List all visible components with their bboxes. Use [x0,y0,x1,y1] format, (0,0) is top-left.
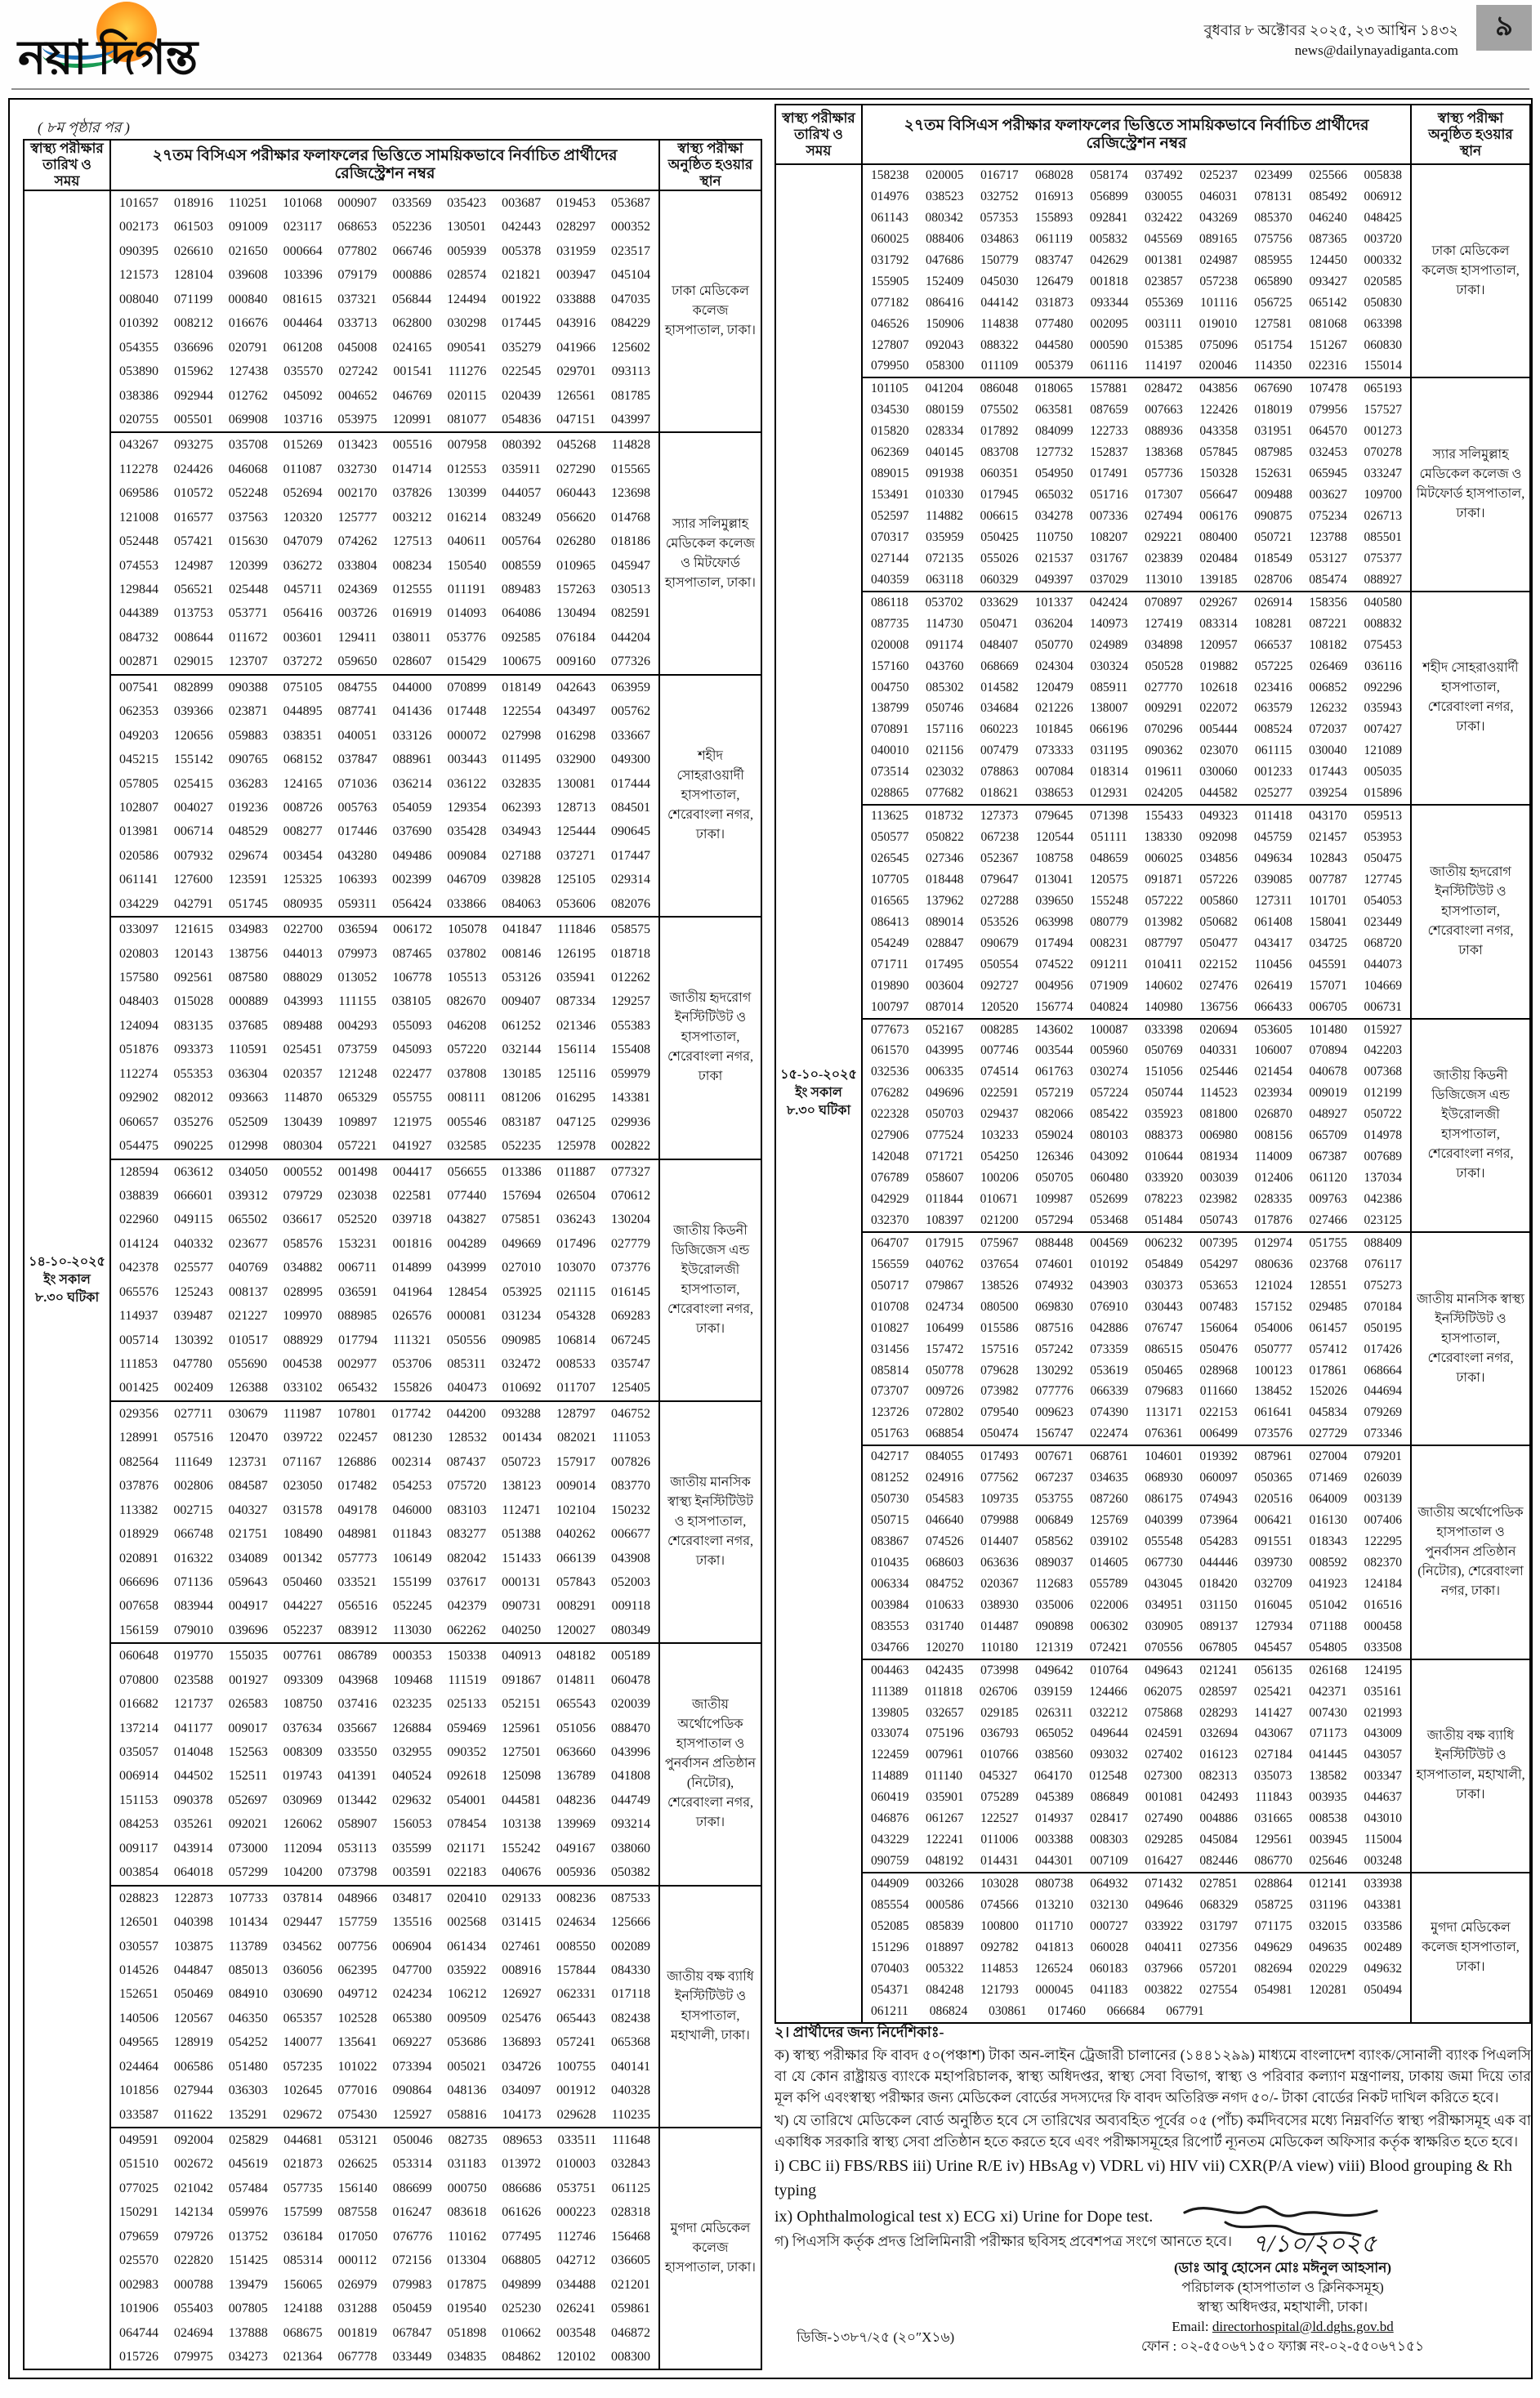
header-date-col: স্বাস্থ্য পরীক্ষার তারিখ ও সময় [25,141,111,190]
registration-row: 121573 128104 039608 103396 079179 000886 028574 021821 003947 045104 [119,268,650,283]
email-label: Email: [1172,2319,1209,2334]
registration-row: 152651 050469 084910 030690 049712 024234 106212 126927 062331 017118 [119,1987,650,2002]
hospital-name: ঢাকা মেডিকেল কলেজ হাসপাতাল, ঢাকা। [1422,243,1520,297]
registration-row: 006914 044502 152511 019743 041391 040524 092618 125098 136789 041808 [119,1769,650,1784]
signature-date: ৭/১০/২০২৫ [1252,2231,1377,2257]
hospital-block [863,804,1529,1017]
hospital-block [863,1872,1529,2022]
exam-date-cell: ১৪-১০-২০২৫ ইং সকাল ৮.৩০ ঘটিকা [25,191,111,2369]
issue-date: বুধবার ৮ অক্টোবর ২০২৫, ২৩ আশ্বিন ১৪৩২ [1203,22,1458,38]
registration-numbers [863,1873,1412,2022]
registration-row: 051876 093373 110591 025451 073759 045093 057220 032144 156114 155408 [119,1043,650,1057]
hospital-name: জাতীয় অর্থোপেডিক হাসপাতাল ও পুনর্বাসন প্রতিষ্ঠান (নিটোর), শেরেবাংলা নগর, ঢাকা। [1417,1505,1524,1598]
registration-row: 052085 085839 100800 011710 000727 033922 031797 071175 032015 033586 [871,1918,1402,1933]
registration-row: 020008 091174 048407 050770 024989 034898 120957 066537 108182 075453 [871,637,1402,652]
registration-row: 101105 041204 086048 018065 157881 028472 043856 067690 107478 065193 [871,382,1402,396]
registration-row: 140506 120567 046350 065357 102528 065380 009509 025476 065443 082438 [119,2011,650,2025]
registration-row: 028865 077682 018621 038653 012931 024205 044582 025277 039254 015896 [871,786,1402,801]
registration-row: 014124 040332 023677 058576 153231 001816 004289 049669 017496 027779 [119,1236,650,1251]
registration-row: 073514 023032 078863 007084 018314 019611 030060 001233 017443 005035 [871,765,1402,779]
registration-row: 062369 040145 083708 127732 152837 138368 057845 087985 032453 070278 [871,445,1402,460]
registration-row: 100797 087014 120520 156774 040824 140980 136756 066433 006705 006731 [871,999,1402,1014]
hospital-name: জাতীয় বক্ষ ব্যাধি ইনস্টিটিউট ও হাসপাতাল, মহাখালী, ঢাকা। [1416,1729,1525,1802]
hospital-block [863,1231,1529,1445]
registration-row: 060419 035901 075289 045389 086849 001081 042493 111843 003935 044637 [871,1790,1402,1805]
registration-row: 090395 026610 021650 000664 077802 066746 005939 005378 031959 023517 [119,243,650,258]
registration-row: 042717 084055 017493 007671 068761 104601 019392 087961 027004 079201 [871,1449,1402,1464]
registration-row: 107705 018448 079647 013041 120575 091871 057226 039085 007787 127745 [871,872,1402,886]
registration-row: 066696 071136 059643 050460 033521 155199 037617 000131 057843 052003 [119,1574,650,1589]
hospital-block [111,916,761,1158]
registration-row: 020891 016322 034089 001342 057773 106149 082042 151433 066139 043908 [119,1551,650,1565]
registration-row: 050715 046640 079988 006849 125769 040399 073964 006421 016130 007406 [871,1513,1402,1528]
hospital-block [111,1400,761,1642]
hospital-name: স্যার সলিমুল্লাহ মেডিকেল কলেজ ও মিটফোর্ড হাসপাতাল, ঢাকা। [1416,448,1525,521]
table-header-row [776,105,1529,165]
registration-row: 061141 127600 123591 125325 106393 002399 046709 039828 125105 029314 [119,873,650,887]
registration-row: 046876 061267 122527 014937 028417 027490 004886 031665 008538 043010 [871,1811,1402,1826]
registration-numbers [111,676,660,916]
registration-row: 034766 120270 110180 121319 072421 070556 067805 045457 054805 033508 [871,1640,1402,1654]
schedule-table-left [23,139,762,2370]
hospital-block [863,591,1529,804]
registration-row: 038839 066601 039312 079729 023038 022581 077440 157694 026504 070612 [119,1188,650,1203]
registration-numbers [863,165,1412,377]
registration-row: 111389 011818 026706 039159 124466 062075 028597 025421 042371 035161 [871,1684,1402,1699]
registration-row: 101657 018916 110251 101068 000907 033569 035423 003687 019453 053687 [119,196,650,210]
registration-row: 048403 015028 000889 043993 111155 038105 082670 009407 087334 129257 [119,994,650,1009]
registration-row: 111853 047780 055690 004538 002977 053706 085311 032472 008533 035747 [119,1357,650,1371]
registration-row: 040359 063118 060329 049397 037029 113010 139185 028706 085474 088927 [871,572,1402,587]
table-body [25,191,761,2369]
registration-row: 156559 040762 037654 074601 010192 054849 054297 080636 023768 076117 [871,1257,1402,1271]
registration-row: 087735 114730 050471 036204 140973 127419 083314 108281 087221 008832 [871,616,1402,631]
registration-row: 005714 130392 010517 088929 017794 111321 050556 090985 106814 067245 [119,1333,650,1347]
registration-row: 101906 055403 007805 124188 031288 050459 019540 025230 026241 059861 [119,2302,650,2316]
hospital-name: শহীদ সোহরাওয়ার্দী হাসপাতাল, শেরেবাংলা নগর, ঢাকা। [1422,661,1519,735]
newspaper-title: নয়া দিগন্ত [18,31,198,84]
registration-row: 054355 036696 020791 061208 045008 024165 090541 035279 041966 125602 [119,340,650,355]
registration-row: 028823 122873 107733 037814 048966 034817 020410 029133 008236 087533 [119,1891,650,1905]
registration-row: 027906 077524 103233 059024 080103 088373 006980 008156 065709 014978 [871,1128,1402,1143]
exam-venue-cell [1412,1873,1529,2022]
registration-row: 070891 157116 060223 101845 066196 070296 005444 008524 072037 007427 [871,722,1402,737]
registration-numbers [863,1660,1412,1872]
registration-row: 079950 058300 011109 005379 061116 114197 020046 114350 022316 155014 [871,359,1402,373]
instruction-item-b: খ) যে তারিখে মেডিকেল বোর্ড অনুষ্ঠিত হবে সে তারিখের অব্যবহিত পূর্বের ০৫ (পাঁচ) কর্মদিবসের মধ্যে নিম্নবর্ণিত স্বাস্থ্য পরীক্ষাসমূহ এক বা একাধিক সরকারি স্বাস্থ্য সেবা প্রতিষ্ঠান হতে করতে হবে এবং পরীক্ষাসমূহের রিপোর্ট ন্যূনতম মেডিকেল অফিসার কর্তৃক স্বাক্ষরিত হতে হবে। [774,2112,1531,2150]
registration-row: 024464 006586 051480 057235 101022 073394 005021 034726 100755 040141 [119,2059,650,2074]
hospital-name: জাতীয় কিডনী ডিজিজেস এন্ড ইউরোলজী হাসপাতাল, শেরেবাংলা নগর, ঢাকা। [667,1223,754,1336]
continued-from-note: ( ৮ম পৃষ্ঠার পর ) [38,119,130,136]
registration-row: 050717 079867 138526 074932 043903 030373 053653 121024 128551 075273 [871,1278,1402,1293]
registration-row: 155905 152409 045030 126479 001818 023857 057238 065890 093427 020585 [871,274,1402,288]
registration-numbers [863,592,1412,804]
registration-row: 031792 047686 150779 083747 042629 001381 024987 085955 124450 000332 [871,252,1402,267]
registration-row: 054249 028847 090679 017494 008231 087797 050477 043417 034725 068720 [871,936,1402,950]
registration-row: 150291 142134 059976 157599 087558 016247 083618 061626 000223 028318 [119,2205,650,2220]
registration-row: 044389 013753 053771 056416 003726 016919 014093 064086 130494 082591 [119,606,650,621]
registration-row: 153491 010330 017945 065032 051716 017307 056647 009488 003627 109700 [871,488,1402,502]
registration-numbers [863,1233,1412,1445]
hospital-name: জাতীয় হৃদরোগ ইনস্টিটিউট ও হাসপাতাল, শেরেবাংলা নগর, ঢাকা [1427,864,1514,958]
registration-row: 007541 082899 090388 075105 084755 044000 070899 018149 042643 063959 [119,680,650,694]
hospital-name: জাতীয় অর্থোপেডিক হাসপাতাল ও পুনর্বাসন প্রতিষ্ঠান (নিটোর), শেরেবাংলা নগর, ঢাকা। [664,1698,757,1830]
newspaper-masthead [0,0,1540,92]
exam-venue-cell [1412,1020,1529,1231]
registration-row: 020755 005501 069908 103716 053975 120991 081077 054836 047151 043997 [119,412,650,426]
registration-row: 071711 017495 050554 074522 091211 010411 022152 110456 045591 044073 [871,957,1402,971]
registration-row: 040010 021156 007479 073333 031195 090362 023070 061115 030040 121089 [871,744,1402,758]
registration-row: 033587 011622 135291 029672 075430 125927 058816 104173 029628 110235 [119,2107,650,2122]
registration-row: 083867 074526 014407 058562 039102 055548 054283 091551 018343 122295 [871,1534,1402,1548]
registration-row: 038386 092944 012762 045092 004652 046769 020115 020439 126561 081785 [119,388,650,403]
registration-numbers [863,378,1412,590]
registration-row: 010827 106499 015586 087516 042886 076747 156064 054006 061457 050195 [871,1320,1402,1335]
schedule-table-right [774,104,1531,2024]
registration-row: 077025 021042 057484 057735 156140 086699 000750 086686 053751 061125 [119,2181,650,2195]
hospital-block [111,1885,761,2127]
registration-numbers [111,1402,660,1642]
registration-row: 015726 079975 034273 021364 067778 033449 034835 084862 120102 008300 [119,2349,650,2364]
registration-numbers [863,1020,1412,1231]
registration-row: 010435 068603 063636 089037 014605 067730 044446 039730 008592 082370 [871,1555,1402,1570]
registration-row: 003854 064018 057299 104200 073798 003591 022183 040676 005936 050382 [119,1865,650,1880]
registration-row: 003984 010633 038930 035006 022006 034951 031150 016045 051042 016516 [871,1597,1402,1612]
registration-row: 052448 057421 015630 047079 074262 127513 040611 005764 026280 018186 [119,534,650,549]
header-place-col: স্বাস্থ্য পরীক্ষা অনুষ্ঠিত হওয়ার স্থান [667,141,753,189]
registration-row: 002173 061503 091009 023117 068653 052236 130501 042443 028297 000352 [119,220,650,234]
hospital-block [863,1018,1529,1231]
registration-row: 126501 040398 101434 029447 157759 135516 002568 031415 024634 125666 [119,1915,650,1930]
registration-row: 102807 004027 019236 008726 005763 054059 129354 062393 128713 084501 [119,800,650,815]
registration-row: 054475 090225 012998 080304 057221 041927 032585 052235 125978 002822 [119,1139,650,1154]
registration-row: 079659 079726 013752 036184 017050 076776 110162 077495 112746 156468 [119,2229,650,2244]
registration-row: 157160 043760 068669 024304 030324 050528 019882 057225 026469 036116 [871,659,1402,673]
hospital-name: জাতীয় মানসিক স্বাস্থ্য ইনস্টিটিউট ও হাসপাতাল, শেরেবাংলা নগর, ঢাকা। [1417,1292,1524,1385]
registration-numbers [111,433,660,673]
registration-row: 050730 054583 109735 053755 087260 086175 074943 020516 064009 003139 [871,1492,1402,1507]
registration-row: 025570 022820 151425 085314 000112 072156 013304 068805 042712 036605 [119,2253,650,2268]
registration-row: 077673 052167 008285 143602 100087 033398 020694 053605 101480 015927 [871,1022,1402,1037]
registration-row: 046526 150906 114838 077480 002095 003111 019010 127581 081068 063398 [871,316,1402,331]
registration-row: 077182 086416 044142 031873 093344 055369 101116 056725 065142 050830 [871,295,1402,310]
registration-row: 030557 103875 113789 034562 007756 006904 061434 027461 008550 002089 [119,1939,650,1954]
registration-row: 026545 027346 052367 108758 048659 006025 034856 049634 102843 050475 [871,851,1402,865]
registration-row: 013981 006714 048529 008277 017446 037690 035428 034943 125444 090645 [119,824,650,839]
masthead-divider [11,88,1529,90]
registration-numbers [111,1160,660,1400]
registration-row: 034229 042791 051745 080935 059311 056424 033866 084063 053606 082076 [119,896,650,911]
registration-row: 015820 028334 017892 084099 122733 088936 043358 031951 064570 001273 [871,424,1402,439]
registration-row: 033074 075196 036793 065052 049644 024591 032694 043067 071173 043009 [871,1726,1402,1741]
registration-row: 045215 155142 090765 068152 037847 088961 003443 011495 032900 049300 [119,752,650,767]
registration-row: 121008 016577 037563 120320 125777 003212 016214 083249 056620 014768 [119,510,650,525]
exam-venue-cell [1412,1446,1529,1658]
hospital-name: স্যার সলিমুল্লাহ মেডিকেল কলেজ ও মিটফোর্ড হাসপাতাল, ঢাকা। [665,516,756,590]
newspaper-email: news@dailynayadiganta.com [1294,42,1458,58]
registration-row: 074553 124987 120399 036272 033804 008234 150540 008559 010965 045947 [119,558,650,573]
registration-row: 027144 072135 055026 021537 031767 023839 020484 018549 053127 075377 [871,551,1402,565]
registration-row: 151153 090378 052697 030969 013442 029632 054001 044581 048236 044749 [119,1793,650,1807]
registration-row: 002983 000788 139479 156065 026979 079983 017875 049899 034488 021201 [119,2277,650,2292]
header-date-col: স্বাস্থ্য পরীক্ষার তারিখ ও সময় [776,105,863,163]
signatory-email: directorhospital@ld.dghs.gov.bd [1212,2319,1394,2334]
registration-row: 009117 043914 073000 112094 053113 035599 021171 155242 049167 038060 [119,1841,650,1855]
signatory-phone: ফোন : ০২-৫৫০৬৭১৫০ ফ্যাক্স নং-০২-৫৫০৬৭১৫১ [1140,2338,1425,2354]
exam-venue-cell [1412,1660,1529,1872]
registration-row: 052597 114882 006615 034278 007336 027494 006176 090875 075234 026713 [871,509,1402,523]
exam-venue-cell [660,1160,761,1400]
registration-row: 060657 035276 052509 130439 109897 121975 005546 083187 047125 029936 [119,1114,650,1129]
signature-block [1054,2198,1511,2356]
registration-row: 156159 079010 039696 052237 083912 113030 062262 040250 120027 080349 [119,1623,650,1637]
registration-row: 006334 084752 020367 112683 055789 043045 018420 032709 041923 124184 [871,1576,1402,1591]
registration-row: 158238 020005 016717 068028 058174 037492 025237 023499 025566 005838 [871,168,1402,182]
registration-row: 010392 008212 016676 004464 033713 062800 030298 017445 043916 084229 [119,316,650,331]
registration-row: 057805 025415 036283 124165 071036 036214 036122 032835 130081 017444 [119,776,650,791]
registration-row: 113382 002715 040327 031578 049178 046000 083103 112471 102104 150232 [119,1503,650,1517]
registration-row: 090759 048192 014431 044301 007109 016427 082446 086770 025646 003248 [871,1854,1402,1869]
medical-tests-line: i) CBC ii) FBS/RBS iii) Urine R/E iv) HBsAg v) VDRL vi) HIV vii) CXR(P/A view) viii) Blood grouping & Rh typing [774,2157,1513,2199]
registration-row: 054371 084248 121793 000045 041183 003822 027554 054981 120281 050494 [871,1982,1402,1997]
registration-row: 042378 025577 040769 034882 006711 014899 043999 027010 103070 073776 [119,1261,650,1275]
registration-row: 004463 042435 073998 049642 010764 049643 021241 056135 026168 124195 [871,1663,1402,1677]
registration-row: 043229 122241 011006 003388 008303 029285 045084 129561 003945 115004 [871,1833,1402,1847]
header-numbers-col: ২৭তম বিসিএস পরীক্ষার ফলাফলের ভিত্তিতে সাময়িকভাবে নির্বাচিত প্রার্থীদের রেজিস্ট্রেশন নম্বর [111,141,660,190]
registration-row: 076282 049696 022591 057219 057224 050744 114523 023934 009019 012199 [871,1086,1402,1101]
registration-row: 016682 121737 026583 108750 037416 023235 025133 052151 065543 020039 [119,1697,650,1712]
registration-numbers [111,2128,660,2369]
newspaper-logo [18,2,288,90]
registration-row: 049591 092004 025829 044681 053121 050046 082735 089653 033511 111648 [119,2133,650,2147]
hospital-block [863,1659,1529,1872]
registration-row: 123726 072802 079540 009623 074390 113171 022153 061641 045834 079269 [871,1405,1402,1420]
signatory-name: (ডাঃ আবু হোসেন মোঃ মঈনুল আহসান) [1173,2260,1392,2275]
registration-row: 070317 035959 050425 110750 108207 029221 080400 050721 123788 085501 [871,529,1402,544]
registration-row: 042929 011844 010671 109987 052699 078223 023982 028335 009763 042386 [871,1192,1402,1206]
registration-row: 020803 120143 138756 044013 079973 087465 037802 008146 126195 018718 [119,946,650,961]
registration-row: 089015 091938 060351 054950 017491 057736 150328 152631 065945 033247 [871,467,1402,481]
hospital-block [111,431,761,673]
registration-row: 022960 049115 065502 036617 052520 039718 043827 075851 036243 130204 [119,1212,650,1227]
hospital-block [111,1159,761,1400]
registration-row: 142048 071721 054250 126346 043092 010644 081934 114009 067387 007689 [871,1150,1402,1164]
registration-row: 031456 157472 157516 057242 073359 086515 050476 050777 057412 017426 [871,1342,1402,1356]
exam-venue-cell [660,433,761,673]
signatory-email-line [1054,2317,1511,2337]
page-number-badge: ৯ [1476,5,1532,51]
registration-row: 029356 027711 030679 111987 107801 017742 044200 093288 128797 046752 [119,1406,650,1421]
hospital-block [863,1445,1529,1658]
registration-row: 151296 018897 092782 041813 060028 040411 027356 049629 049635 002489 [871,1940,1402,1954]
exam-venue-cell [1412,592,1529,804]
registration-row: 070403 005322 114853 126524 060183 037966 057201 082694 020229 049632 [871,1961,1402,1976]
hospital-name: মুগদা মেডিকেল কলেজ হাসপাতাল, ঢাকা। [665,2222,756,2275]
exam-venue-cell [1412,378,1529,590]
registration-numbers [111,1887,660,2127]
registration-row: 085814 050778 079628 130292 053619 050465 028968 100123 017861 068664 [871,1363,1402,1378]
medical-tests-line: ix) Ophthalmological test x) ECG xi) Urine for Dope test. [774,2208,1154,2226]
registration-row: 092902 082012 093663 114870 065329 055755 008111 081206 016295 143381 [119,1091,650,1105]
hospital-blocks [111,191,761,2369]
registration-row: 004750 085302 014582 120479 085911 027770 102618 023416 006852 092296 [871,680,1402,694]
registration-row: 060648 019770 155035 007761 086789 000353 150338 040913 048182 005189 [119,1649,650,1663]
registration-row: 084732 008644 011672 003601 129411 038011 053776 092585 076184 044204 [119,630,650,645]
registration-row: 064707 017915 075967 088448 004569 006232 007395 012974 051755 088409 [871,1235,1402,1250]
hospital-name: শহীদ সোহরাওয়ার্দী হাসপাতাল, শেরেবাংলা নগর, ঢাকা। [667,748,754,842]
registration-numbers [111,1644,660,1884]
registration-row: 007658 083944 004917 044227 056516 052245 042379 090731 008291 009118 [119,1599,650,1614]
signatory-org: স্বাস্থ্য অধিদপ্তর, মহাখালী, ঢাকা। [1197,2299,1368,2315]
registration-row: 032536 006335 074514 061763 030274 151056 025446 021454 040678 007368 [871,1065,1402,1079]
registration-row: 084253 035261 092021 126062 058907 156053 078454 103138 139969 093214 [119,1817,650,1832]
registration-row: 033097 121615 034983 022700 036594 006172 105078 041847 111846 058575 [119,922,650,937]
registration-numbers [863,806,1412,1017]
registration-row: 032370 108397 021200 057294 053468 051484 050743 017876 027466 023125 [871,1212,1402,1227]
registration-row: 050577 050822 067238 120544 051111 138330 092098 045759 021457 053953 [871,830,1402,845]
exam-venue-cell [1412,1233,1529,1445]
registration-row: 061570 043995 007746 003544 005960 050769 040331 106007 070894 042203 [871,1043,1402,1058]
instruction-item-c: গ) পিএসসি কর্তৃক প্রদত্ত প্রিলিমিনারী পরীক্ষার ছবিসহ প্রবেশপত্র সংগে আনতে হবে। [774,2233,1233,2249]
hospital-name: ঢাকা মেডিকেল কলেজ হাসপাতাল, ঢাকা। [665,284,756,338]
registration-row: 113625 018732 127373 079645 071398 155433 049323 011418 043170 059513 [871,809,1402,824]
registration-row: 129844 056521 025448 045711 024369 012555 011191 089483 157263 030513 [119,583,650,596]
registration-row: 034530 080159 075502 063581 087659 007663 122426 018019 079956 157527 [871,403,1402,418]
table-body [776,165,1529,2022]
header-numbers-col: ২৭তম বিসিএস পরীক্ষার ফলাফলের ভিত্তিতে সাময়িকভাবে নির্বাচিত প্রার্থীদের রেজিস্ট্রেশন নম্বর [863,105,1412,163]
registration-row: 073707 009726 073982 077776 066339 079683 011660 138452 152026 044694 [871,1384,1402,1399]
registration-row: 049565 128919 054252 140077 135641 069227 053686 136893 057241 065368 [119,2035,650,2050]
registration-row: 128594 063612 034050 000552 001498 004417 056655 013386 011887 077327 [119,1164,650,1179]
registration-row: 065576 125243 008137 028995 036591 041964 128454 053925 021115 016145 [119,1284,650,1299]
registration-row: 037876 002806 084587 023050 017482 054253 075720 138123 009014 083770 [119,1479,650,1494]
table-header-row [25,141,761,191]
exam-venue-cell [660,676,761,916]
registration-row: 064744 024694 137888 068675 001819 067847 051898 010662 003548 046872 [119,2325,650,2340]
registration-row: 014526 044847 085013 036056 062395 047700 035922 008916 157844 084330 [119,1963,650,1977]
hospital-name: জাতীয় মানসিক স্বাস্থ্য ইনস্টিটিউট ও হাসপাতাল, শেরেবাংলা নগর, ঢাকা। [667,1476,754,1569]
exam-venue-cell [660,1402,761,1642]
registration-row: 053890 015962 127438 035570 027242 001541 111276 022545 029701 093113 [119,364,650,379]
handwritten-signature-icon [1176,2198,1389,2258]
registration-numbers [111,918,660,1158]
registration-row: 101856 027944 036303 102645 077016 090864 048136 034097 001912 040328 [119,2083,650,2098]
hospital-blocks [863,165,1529,2022]
registration-row: 138799 050746 034684 021226 138007 009291 022072 063579 126232 035943 [871,701,1402,716]
exam-date-cell: ১৫-১০-২০২৫ ইং সকাল ৮.৩০ ঘটিকা [776,165,863,2022]
registration-row: 114937 039487 021227 109970 088985 026576 000081 031234 054328 069283 [119,1309,650,1324]
registration-row: 083553 031740 014487 090898 006302 030905 089137 127934 071188 000458 [871,1619,1402,1633]
registration-row: 139805 032657 029185 026311 032212 075868 028293 141427 007430 021993 [871,1705,1402,1720]
registration-row: 127807 092043 088322 044580 000590 015385 075096 051754 151267 060830 [871,337,1402,352]
hospital-name: জাতীয় কিডনী ডিজিজেস এন্ড ইউরোলজী হাসপাতাল, শেরেবাংলা নগর, ঢাকা। [1427,1069,1514,1181]
hospital-name: জাতীয় হৃদরোগ ইনস্টিটিউট ও হাসপাতাল, শেরেবাংলা নগর, ঢাকা [667,991,754,1084]
registration-row: 008040 071199 000840 081615 037321 056844 124494 001922 033888 047035 [119,292,650,306]
registration-row: 085554 000586 074566 013210 032130 049646 068329 058725 031196 043381 [871,1897,1402,1912]
registration-row: 016565 137962 027288 039650 155248 057222 005860 127311 101701 054053 [871,893,1402,908]
registration-row: 051763 068854 050474 156747 022474 076361 006499 073576 027729 073346 [871,1427,1402,1441]
exam-venue-cell [660,918,761,1158]
hospital-name: জাতীয় বক্ষ ব্যাধি ইনস্টিটিউট ও হাসপাতাল, মহাখালী, ঢাকা। [667,1969,754,2043]
registration-row: 061211 086824 030861 017460 066684 067791 [871,2003,1204,2018]
hospital-block [111,2127,761,2369]
registration-numbers [111,191,660,431]
registration-row: 157580 092561 087580 088029 013052 106778 105513 053126 035941 012262 [119,971,650,985]
exam-venue-cell [660,1887,761,2127]
hospital-block [863,377,1529,590]
hospital-block [863,165,1529,377]
registration-row: 018929 066748 021751 108490 048981 011843 083277 051388 040262 006677 [119,1527,650,1542]
registration-row: 114889 011140 045327 064170 012548 027300 082313 035073 138582 003347 [871,1769,1402,1784]
registration-row: 128991 057516 120470 039722 022457 081230 128532 001434 082021 111053 [119,1431,650,1445]
exam-venue-cell [1412,806,1529,1017]
registration-row: 082564 111649 123731 071167 126886 002314 087437 050723 157917 007826 [119,1454,650,1469]
registration-row: 061143 080342 057353 155893 092841 032422 043269 085370 046240 048425 [871,210,1402,225]
instruction-item-a: ক) স্বাস্থ্য পরীক্ষার ফি বাবদ ৫০(পঞ্চাশ) টাকা অন-লাইন ট্রেজারী চালানের (১৪৪১২৯৯) মাধ্যমে বাংলাদেশ ব্যাংক/সোনালী ব্যাংক পিএলসি বা যে কোন রাষ্ট্রায়ত্ত ব্যাংকে মহাপরিচালক, স্বাস্থ্য অধিদপ্তর, স্বাস্থ্য সেবা বিভাগ, স্বাস্থ্য ও পরিবার কল্যাণ মন্ত্রণালয়, ঢাকায় জমা দিয়ে তার মূল কপি এবংস্বাস্থ্য পরীক্ষার জন্য মেডিকেল বোর্ডের সদস্যদের ফি বাবদ অতিরিক্ত নগদ ৫০/- টাকা বোর্ডের নিকট দাখিল করিতে হবে। [774,2047,1531,2106]
registration-row: 060025 088406 034863 061119 005832 045569 089165 075756 087365 003720 [871,231,1402,246]
registration-row: 112274 055353 036304 020357 121248 022477 037808 130185 125116 059979 [119,1066,650,1081]
registration-row: 014976 038523 032752 016913 056899 030055 046031 078131 085492 006912 [871,189,1402,203]
exam-venue-cell [660,2128,761,2369]
registration-row: 062353 039366 023871 044895 087741 041436 017448 122554 043497 005762 [119,704,650,719]
registration-row: 044909 003266 103028 080738 064932 071432 027851 028864 012141 033938 [871,1877,1402,1891]
registration-row: 043267 093275 035708 015269 013423 005516 007958 080392 045268 114828 [119,438,650,453]
hospital-block [111,1642,761,1884]
signatory-title: পরিচালক (হাসপাতাল ও ক্লিনিকসমূহ) [1181,2280,1384,2295]
registration-row: 070800 023588 001927 093309 043968 109468 111519 091867 014811 060478 [119,1672,650,1687]
instructions-heading: ২। প্রার্থীদের জন্য নির্দেশিকাঃ- [774,2024,944,2040]
exam-venue-cell [1412,165,1529,377]
registration-row: 019890 003604 092727 004956 071909 140602 027476 026419 157071 104669 [871,978,1402,993]
print-reference-code: ডিজি-১৩৮৭/২৫ (২০″X১৬) [797,2329,955,2345]
registration-row: 001425 002409 126388 033102 065432 155826 040473 010692 011707 125405 [119,1381,650,1395]
registration-row: 049203 120656 059883 038351 040051 033126 000072 027998 016298 033667 [119,728,650,743]
hospital-name: মুগদা মেডিকেল কলেজ হাসপাতাল, ঢাকা। [1422,1920,1520,1974]
registration-row: 010708 024734 080500 069830 076910 030443 007483 157152 029485 070184 [871,1299,1402,1314]
hospital-block [111,674,761,916]
exam-venue-cell [660,1644,761,1884]
registration-row: 086413 089014 053526 063998 080779 013982 050682 061408 158041 023449 [871,914,1402,929]
registration-row: 112278 024426 046068 011087 032730 014714 012553 035911 027290 015565 [119,462,650,476]
registration-row: 081252 024916 077562 067237 034635 068930 060097 050365 071469 026039 [871,1471,1402,1485]
registration-row: 122459 007961 010766 038560 093032 027402 016123 027184 041445 043057 [871,1748,1402,1762]
registration-row: 035057 014048 152563 008309 033550 032955 090352 127501 063660 043996 [119,1745,650,1759]
registration-row: 022328 050703 029437 082066 085422 035923 081800 026870 048927 050722 [871,1107,1402,1122]
hospital-block [111,191,761,431]
registration-row: 086118 053702 033629 101337 042424 070897 029267 026914 158356 040580 [871,595,1402,610]
registration-row: 002871 029015 123707 037272 059650 028607 015429 100675 009160 077326 [119,654,650,669]
registration-row: 137214 041177 009017 037634 035667 126884 059469 125961 051056 088470 [119,1721,650,1735]
registration-numbers [863,1446,1412,1658]
registration-row: 076789 058607 100206 050705 060480 033920 003039 012406 061120 137034 [871,1171,1402,1186]
registration-row: 020586 007932 029674 003454 043280 049486 009084 027188 037271 017447 [119,848,650,863]
exam-venue-cell [660,191,761,431]
registration-row: 051510 002672 045619 021873 026625 053314 031183 013972 010003 032843 [119,2157,650,2172]
registration-row: 069586 010572 052248 052694 002170 037826 130399 044057 060443 123698 [119,486,650,501]
registration-row: 124094 083135 037685 089488 004293 055093 046208 061252 021346 055383 [119,1018,650,1033]
header-place-col: স্বাস্থ্য পরীক্ষা অনুষ্ঠিত হওয়ার স্থান [1428,109,1513,159]
